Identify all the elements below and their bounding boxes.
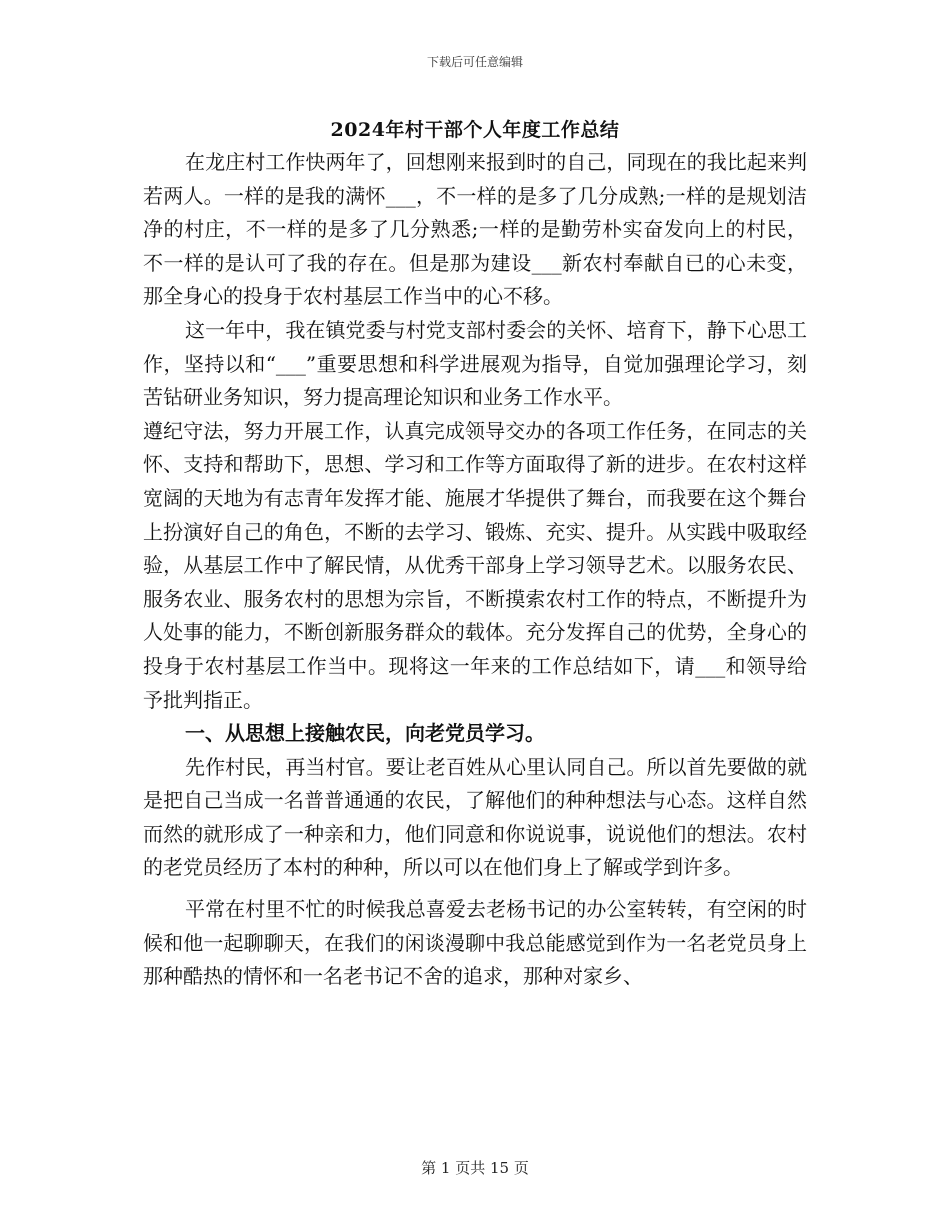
section-1-paragraph-1: 先作村民，再当村官。要让老百姓从心里认同自己。所以首先要做的就是把自己当成一名普普通通的农民，了解他们的种种想法与心态。这样自然而然的就形成了一种亲和力，他们同意和你说说事，说说他们的想法。农村的老党员经历了本村的种种，所以可以在他们身上了解或学到许多。 [143,754,807,880]
document-body [143,146,807,994]
body-paragraph-3: 遵纪守法，努力开展工作，认真完成领导交办的各项工作任务，在同志的关怀、支持和帮助下，思想、学习和工作等方面取得了新的进步。在农村这样宽阔的天地为有志青年发挥才能、施展才华提供了舞台，而我要在这个舞台上扮演好自己的角色，不断的去学习、锻炼、充实、提升。从实践中吸取经验，从基层工作中了解民情，从优秀干部身上学习领导艺术。以服务农民、服务农业、服务农村的思想为宗旨，不断摸索农村工作的特点，不断提升为人处事的能力，不断创新服务群众的载体。充分发挥自己的优势，全身心的投身于农村基层工作当中。现将这一年来的工作总结如下，请___和领导给予批判指正。 [143,418,807,712]
section-heading-1: 一、从思想上接触农民，向老党员学习。 [185,721,545,746]
document-title: 2024年村干部个人年度工作总结 [330,119,620,141]
section-1-paragraph-2: 平常在村里不忙的时候我总喜爱去老杨书记的办公室转转，有空闲的时候和他一起聊聊天，在我们的闲谈漫聊中我总能感觉到作为一名老党员身上那种酷热的情怀和一名老书记不舍的追求，那种对家乡、 [143,897,807,989]
page-number-footer: 第 1 页共 15 页 [421,1159,529,1177]
body-paragraph-1: 在龙庄村工作快两年了，回想刚来报到时的自己，同现在的我比起来判若两人。一样的是我的满怀___，不一样的是多了几分成熟;一样的是规划洁净的村庄，不一样的是多了几分熟悉;一样的是勤劳朴实奋发向上的村民，不一样的是认可了我的存在。但是那为建设___新农村奉献自已的心未变，那全身心的投身于农村基层工作当中的心不移。 [143,150,807,309]
page-header-note: 下载后可任意编辑 [426,55,523,69]
body-paragraph-2: 这一年中，我在镇党委与村党支部村委会的关怀、培育下，静下心思工作，坚持以和“___”重要思想和科学进展观为指导，自觉加强理论学习，刻苦钻研业务知识，努力提高理论知识和业务工作水平。 [143,317,807,410]
